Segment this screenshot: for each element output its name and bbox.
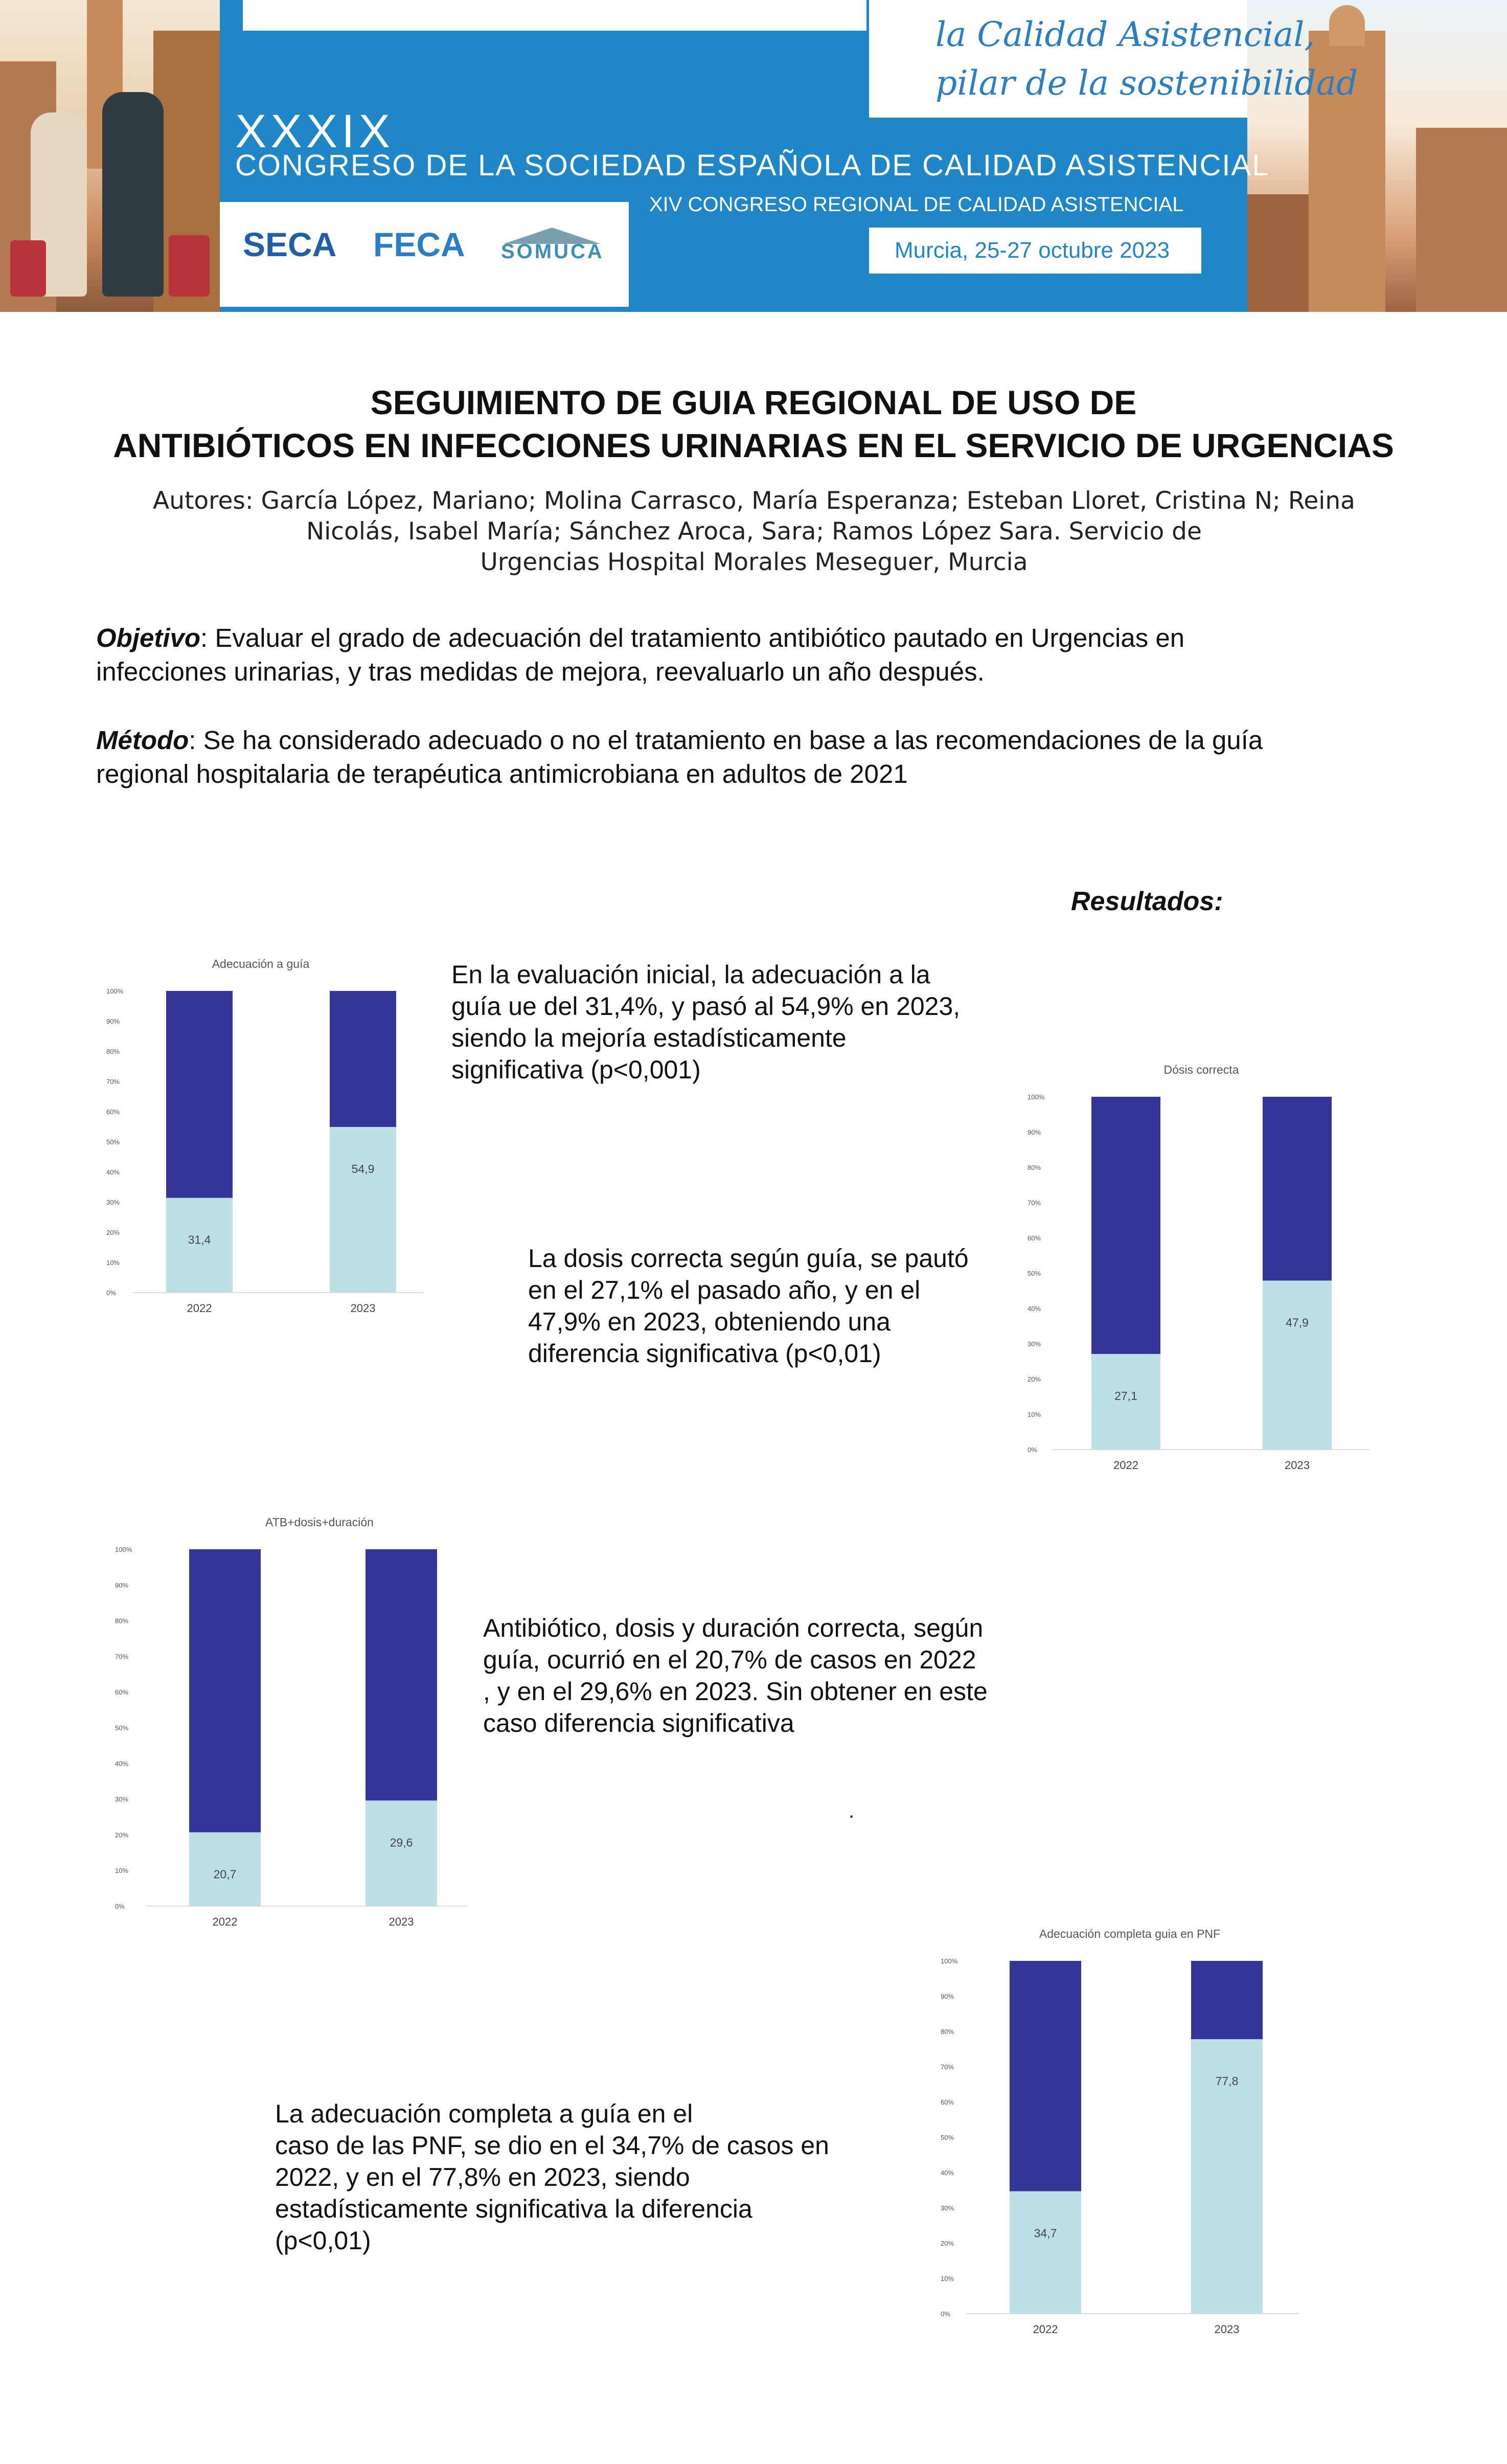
y-tick-label: 30% [941, 2204, 954, 2212]
y-tick-label: 60% [106, 1108, 120, 1116]
category-label: 2022 [1113, 1459, 1138, 1472]
category-label: 2022 [187, 1302, 212, 1315]
data-label: 54,9 [351, 1162, 375, 1176]
y-tick-label: 50% [106, 1138, 120, 1146]
seca-logo: SECA [243, 225, 337, 263]
y-tick-label: 60% [115, 1688, 129, 1697]
result-text-adecuacion: En la evaluación inicial, la adecuación a la guía ue del 31,4%, y pasó al 54,9% en 2023, siendo la mejoría estadísticamente significativa (p<0,001) [451, 960, 961, 1084]
y-tick-label: 100% [115, 1546, 132, 1553]
bar-segment [1010, 1961, 1081, 2191]
banner-slogan: la Calidad Asistencial, pilar de la sostenibilidad [935, 15, 1358, 103]
y-tick-label: 60% [941, 2098, 954, 2106]
y-tick-label: 50% [115, 1724, 129, 1732]
category-label: 2022 [1033, 2323, 1058, 2336]
category-label: 2022 [212, 1915, 238, 1928]
bar-segment [1010, 2191, 1081, 2314]
data-label: 77,8 [1215, 2074, 1239, 2088]
chart-dosis-correcta [1017, 1063, 1390, 1480]
bar-segment [330, 1127, 396, 1293]
chart-title: Adecuación completa guia en PNF [1039, 1927, 1221, 1940]
y-tick-label: 70% [115, 1653, 129, 1661]
data-label: 31,4 [188, 1233, 211, 1247]
y-tick-label: 90% [115, 1581, 129, 1589]
y-tick-label: 70% [106, 1078, 120, 1086]
data-label: 34,7 [1034, 2226, 1057, 2240]
chart-title: Adecuación a guía [212, 957, 310, 970]
data-label: 27,1 [1114, 1389, 1137, 1403]
y-tick-label: 0% [941, 2310, 950, 2318]
y-tick-label: 90% [1028, 1128, 1041, 1136]
y-tick-label: 100% [106, 987, 124, 995]
authors: Autores: García López, Mariano; Molina Carrasco, María Esperanza; Esteban Lloret, Cristina N; Reina Nicolás, Isabel María; Sánchez Aroca, Sara; Ramos López Sara. Servicio de Urgencias Hospital Morales Meseguer, Murcia [153, 487, 1355, 576]
y-tick-label: 70% [941, 2063, 954, 2071]
regional-congress-name: XIV CONGRESO REGIONAL DE CALIDAD ASISTENCIAL [649, 193, 1184, 216]
category-label: 2023 [1214, 2323, 1240, 2336]
y-tick-label: 80% [941, 2028, 954, 2036]
category-label: 2023 [350, 1302, 376, 1315]
y-tick-label: 60% [1028, 1234, 1041, 1242]
data-label: 20,7 [213, 1867, 237, 1881]
category-label: 2023 [1285, 1459, 1310, 1472]
chart-svg [930, 1928, 1319, 2342]
y-tick-label: 10% [106, 1259, 120, 1267]
bar-segment [166, 991, 233, 1198]
y-tick-label: 40% [1028, 1305, 1041, 1313]
y-tick-label: 100% [941, 1957, 958, 1965]
y-tick-label: 20% [106, 1229, 120, 1236]
chart-adecuacion-guia [97, 951, 445, 1319]
y-tick-label: 0% [115, 1903, 125, 1910]
chart-svg [1017, 1063, 1390, 1480]
y-tick-label: 50% [941, 2134, 954, 2141]
y-tick-label: 70% [1028, 1199, 1041, 1207]
somuca-logo: SOMUCA [501, 240, 604, 263]
chart-title: Dósis correcta [1163, 1063, 1239, 1076]
metodo-paragraph: Método: Se ha considerado adecuado o no el tratamiento en base a las recomendaciones de la guía regional hospitalaria de terapéutica antimicrobiana en adultos de 2021 [96, 726, 1263, 788]
y-tick-label: 50% [1028, 1270, 1041, 1277]
y-tick-label: 40% [941, 2169, 954, 2177]
y-tick-label: 20% [941, 2240, 954, 2247]
feca-logo: FECA [373, 225, 465, 263]
y-tick-label: 90% [941, 1993, 954, 2000]
objetivo-label: Objetivo [96, 623, 201, 652]
y-tick-label: 80% [115, 1617, 129, 1625]
bar-segment [1263, 1097, 1332, 1280]
y-tick-label: 10% [1028, 1411, 1041, 1418]
chart-svg [110, 1516, 488, 1933]
y-tick-label: 80% [1028, 1164, 1041, 1171]
poster-title: SEGUIMIENTO DE GUIA REGIONAL DE USO DE ANTIBIÓTICOS EN INFECCIONES URINARIAS EN EL SERVICIO DE URGENCIAS [113, 383, 1394, 464]
data-label: 29,6 [390, 1836, 413, 1849]
bar-segment [330, 991, 396, 1127]
result-text-dosis: La dosis correcta según guía, se pautó en el 27,1% el pasado año, y en el 47,9% en 2023, obteniendo una diferencia significativa (p<0,01) [528, 1244, 969, 1368]
y-tick-label: 10% [941, 2275, 954, 2282]
y-tick-label: 0% [106, 1289, 116, 1297]
bar-segment [1091, 1097, 1160, 1354]
y-tick-label: 10% [115, 1867, 129, 1875]
chart-svg [97, 951, 445, 1319]
objetivo-paragraph: Objetivo: Evaluar el grado de adecuación del tratamiento antibiótico pautado en Urgencias en infecciones urinarias, y tras medidas de mejora, reevaluarlo un año después. [96, 623, 1185, 686]
y-tick-label: 30% [115, 1795, 129, 1803]
category-label: 2023 [389, 1915, 414, 1928]
bar-segment [366, 1549, 437, 1800]
y-tick-label: 30% [1028, 1340, 1041, 1348]
bar-segment [189, 1549, 261, 1833]
bar-segment [366, 1800, 437, 1906]
y-tick-label: 80% [106, 1048, 120, 1055]
resultados-heading: Resultados: [1071, 887, 1223, 916]
metodo-label: Método [96, 726, 189, 755]
y-tick-label: 0% [1028, 1446, 1037, 1454]
congress-banner [0, 0, 1507, 312]
data-label: 47,9 [1286, 1316, 1309, 1329]
chart-atb-dosis-duracion [110, 1516, 488, 1933]
y-tick-label: 30% [106, 1199, 120, 1206]
congress-name: CONGRESO DE LA SOCIEDAD ESPAÑOLA DE CALIDAD ASISTENCIAL [235, 149, 1270, 182]
bar-segment [1263, 1280, 1332, 1450]
congress-date: Murcia, 25-27 octubre 2023 [895, 238, 1170, 263]
result-text-atb-dosis-duracion: Antibiótico, dosis y duración correcta, según guía, ocurrió en el 20,7% de casos en 2022 , y en el 29,6% en 2023. Sin obtener en este caso diferencia significativa [483, 1614, 988, 1737]
y-tick-label: 40% [106, 1168, 120, 1176]
chart-adecuacion-pnf [930, 1928, 1319, 2342]
y-tick-label: 90% [106, 1018, 120, 1025]
y-tick-label: 20% [115, 1831, 129, 1839]
bar-segment [1191, 1961, 1263, 2039]
congress-number: XXXIX [235, 105, 395, 157]
banner-illustration-left [0, 0, 220, 312]
result-text-pnf: La adecuación completa a guía en el caso de las PNF, se dio en el 34,7% de casos en 2022, y en el 77,8% en 2023, siendo estadísticamente significativa la diferencia (p<0,01) [275, 2099, 829, 2255]
stray-dot: . [849, 1800, 855, 1822]
chart-title: ATB+dosis+duración [265, 1516, 374, 1529]
y-tick-label: 20% [1028, 1375, 1041, 1383]
y-tick-label: 100% [1028, 1093, 1045, 1101]
y-tick-label: 40% [115, 1759, 129, 1768]
